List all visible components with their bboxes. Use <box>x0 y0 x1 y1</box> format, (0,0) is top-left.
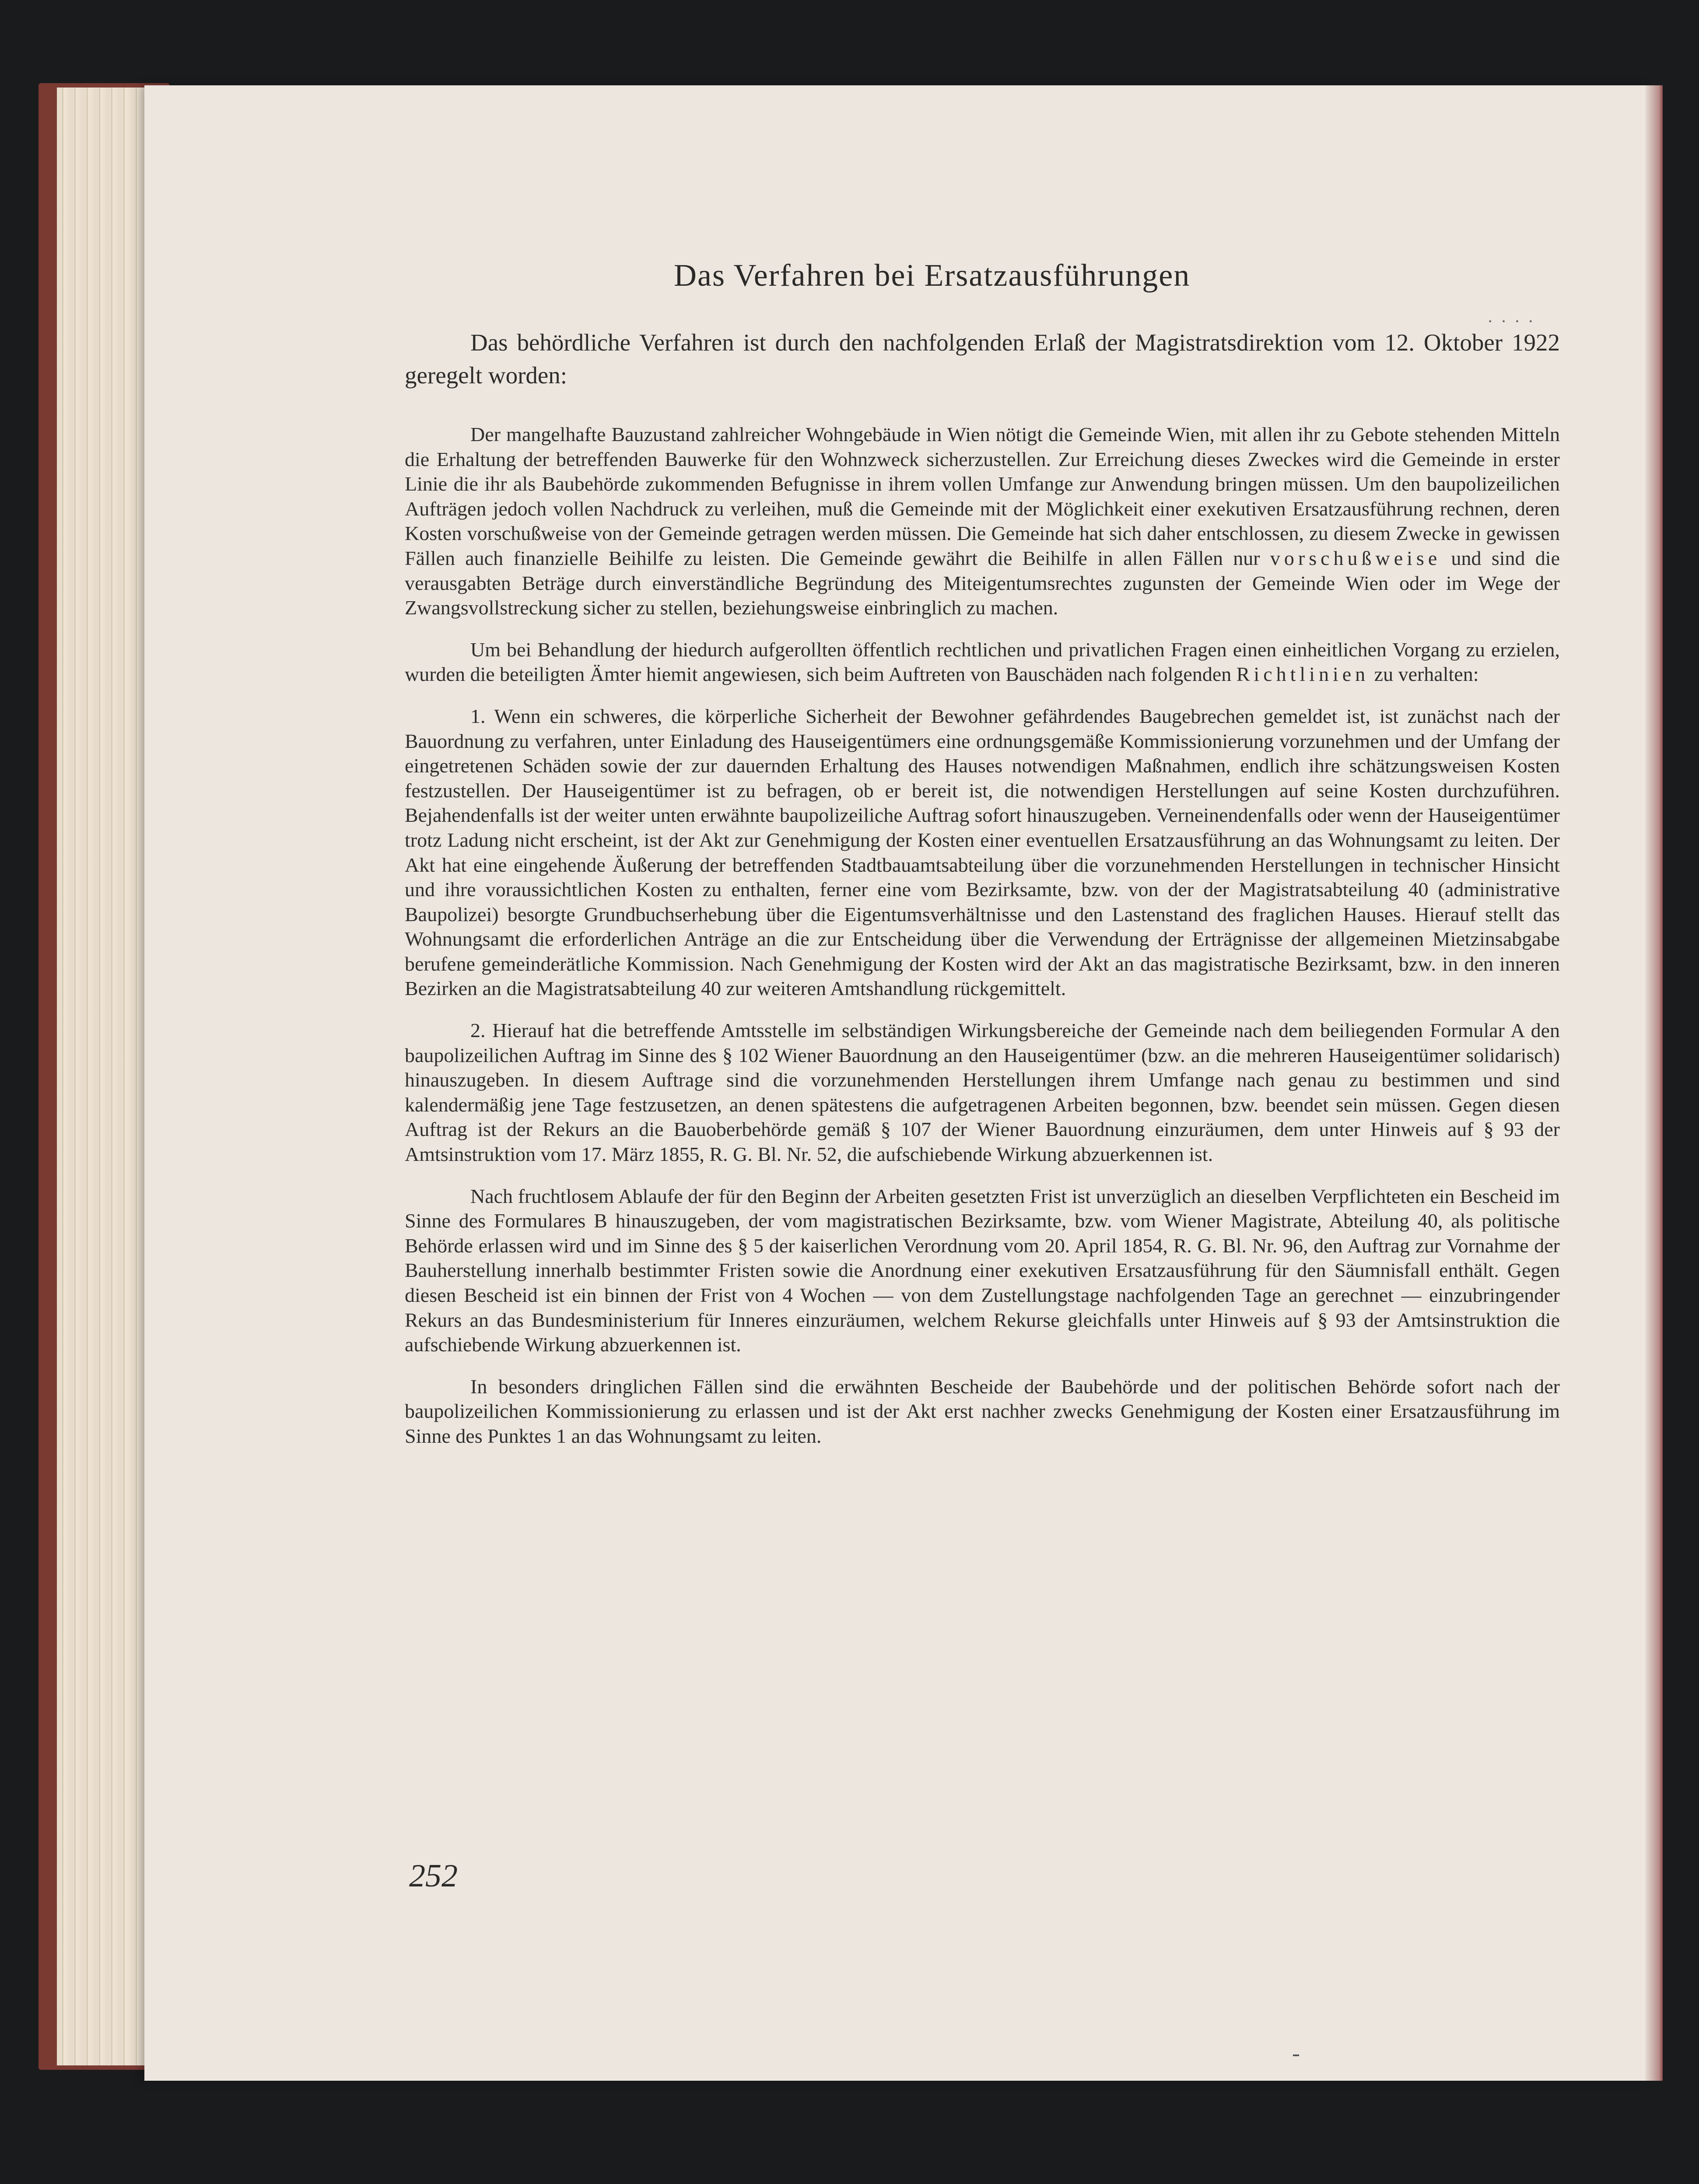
paragraph-2: Um bei Behandlung der hiedurch aufgerollten öffentlich rechtlichen und privatlichen Fragen einen einheitlichen Vorgang zu erzielen, wurden die beteiligten Ämter hiemit angewiesen, sich beim Auftreten von Bauschäden nach folgenden Richtlinien zu verhalten: <box>405 638 1560 686</box>
paragraph-urgent-cases: In besonders dringlichen Fällen sind die erwähnten Bescheide der Baubehörde und der politischen Behörde sofort nach der baupolizeilichen Kommissionierung zu erlassen und ist der Akt erst nachher zwecks Genehmigung der Kosten einer Ersatzausführung im Sinne des Punktes 1 an das Wohnungsamt zu leiten. <box>405 1375 1560 1447</box>
page-title: Das Verfahren bei Ersatzausführungen <box>674 258 1191 293</box>
paragraph-1: Der mangelhafte Bauzustand zahlreicher Wohngebäude in Wien nötigt die Gemeinde Wien, mit allen ihr zu Gebote stehenden Mitteln die Erhaltung der betreffenden Bauwerke für den Wohnzweck sicherzustellen. Zur Erreichung dieses Zweckes wird die Gemeinde in erster Linie die ihr als Baubehörde zukommenden Befugnisse in ihrem vollen Umfange zur Anwendung bringen müssen. Um den baupolizeilichen Aufträgen jedoch vollen Nachdruck zu verleihen, muß die Gemeinde mit der Möglichkeit einer exekutiven Ersatzausführung rechnen, deren Kosten vorschußweise von der Gemeinde getragen werden müssen. Die Gemeinde hat sich daher entschlossen, zu diesem Zwecke in gewissen Fällen auch finanzielle Beihilfe zu leisten. Die Gemeinde gewährt die Beihilfe in allen Fällen nur vorschußweise und sind die verausgabten Beträge durch einverständliche Begründung des Miteigentumsrechtes zugunsten der Gemeinde Wien oder im Wege der Zwangsvollstreckung sicher zu stellen, beziehungsweise einbringlich zu machen. <box>405 423 1560 619</box>
page-right-edge <box>1645 85 1663 2081</box>
page-number: 252 <box>409 1858 458 1894</box>
intro-paragraph: Das behördliche Verfahren ist durch den nachfolgenden Erlaß der Magistratsdirektion vom 12. Oktober 1922 geregelt worden: <box>405 329 1560 389</box>
faint-marks: · · · · <box>1488 313 1535 331</box>
decree-body <box>405 422 1560 1466</box>
emphasis-vorschussweise: vorschußweise <box>1270 547 1441 569</box>
paragraph-point-1: 1. Wenn ein schweres, die körperliche Sicherheit der Bewohner gefährdendes Baugebrechen gemeldet ist, ist zunächst nach der Bauordnung zu verfahren, unter Einladung des Hauseigentümers eine ordnungsgemäße Kommissionierung vorzunehmen und der Umfang der eingetretenen Schäden sowie der zur dauernden Erhaltung des Hauses notwendigen Maßnahmen, endlich ihre schätzungsweisen Kosten festzustellen. Der Hauseigentümer ist zu befragen, ob er bereit ist, die notwendigen Herstellungen auf seine Kosten durchzuführen. Bejahendenfalls ist der weiter unten erwähnte baupolizeiliche Auftrag sofort hinauszugeben. Verneinendenfalls oder wenn der Hauseigentümer trotz Ladung nicht erscheint, ist der Akt zur Genehmigung der Kosten einer eventuellen Ersatzausführung an das Wohnungsamt zu leiten. Der Akt hat eine eingehende Äußerung der betreffenden Stadtbauamtsabteilung über die vorzunehmenden Herstellungen in technischer Hinsicht und ihre voraussichtlichen Kosten zu enthalten, ferner eine vom Bezirksamte, bzw. von der der Magistratsabteilung 40 (administrative Baupolizei) besorgte Grundbuchserhebung über die Eigentumsverhältnisse und den Lastenstand des fraglichen Hauses. Hierauf stellt das Wohnungsamt die erforderlichen Anträge an die zur Entscheidung über die Verwendung der Erträgnisse der allgemeinen Mietzinsabgabe berufene gemeinderätliche Kommission. Nach Genehmigung der Kosten wird der Akt an das magistratische Bezirksamt, bzw. in den inneren Bezirken an die Magistratsabteilung 40 zur weiteren Amtshandlung rückgemittelt. <box>405 705 1560 1000</box>
scan-speck <box>1293 2054 1299 2056</box>
paragraph-point-2: 2. Hierauf hat die betreffende Amtsstelle im selbständigen Wirkungsbereiche der Gemeinde nach dem beiliegenden Formular A den baupolizeilichen Auftrag im Sinne des § 102 Wiener Bauordnung an den Hauseigentümer (bzw. an die mehreren Hauseigentümer solidarisch) hinauszugeben. In diesem Auftrage sind die vorzunehmenden Herstellungen ihrem Umfange nach genau zu bestimmen und sind kalendermäßig jene Tage festzusetzen, an denen spätestens die aufgetragenen Arbeiten begonnen, bzw. beendet sein müssen. Gegen diesen Auftrag ist der Rekurs an die Bauoberbehörde gemäß § 107 der Wiener Bauordnung einzuräumen, dem unter Hinweis auf § 93 der Amtsinstruktion vom 17. März 1855, R. G. Bl. Nr. 52, die aufschiebende Wirkung abzuerkennen ist. <box>405 1019 1560 1166</box>
paragraph-bescheid: Nach fruchtlosem Ablaufe der für den Beginn der Arbeiten gesetzten Frist ist unverzüglich an dieselben Verpflichteten ein Bescheid im Sinne des Formulares B hinauszugeben, der vom magistratischen Bezirksamte, bzw. vom Wiener Magistrate, Abteilung 40, als politische Behörde erlassen wird und im Sinne des § 5 der kaiserlichen Verordnung vom 20. April 1854, R. G. Bl. Nr. 96, den Auftrag zur Vornahme der Bauherstellung innerhalb bestimmter Fristen sowie die Anordnung einer exekutiven Ersatzausführung für den Säumnisfall enthält. Gegen diesen Bescheid ist ein binnen der Frist von 4 Wochen — von dem Zustellungstage nachfolgenden Tage an gerechnet — einzubringender Rekurs an das Bundesministerium für Inneres einzuräumen, welchem Rekurse gleichfalls unter Hinweis auf § 93 der Amtsinstruktion die aufschiebende Wirkung abzuerkennen ist. <box>405 1185 1560 1356</box>
emphasis-richtlinien: Richtlinien <box>1236 663 1370 686</box>
